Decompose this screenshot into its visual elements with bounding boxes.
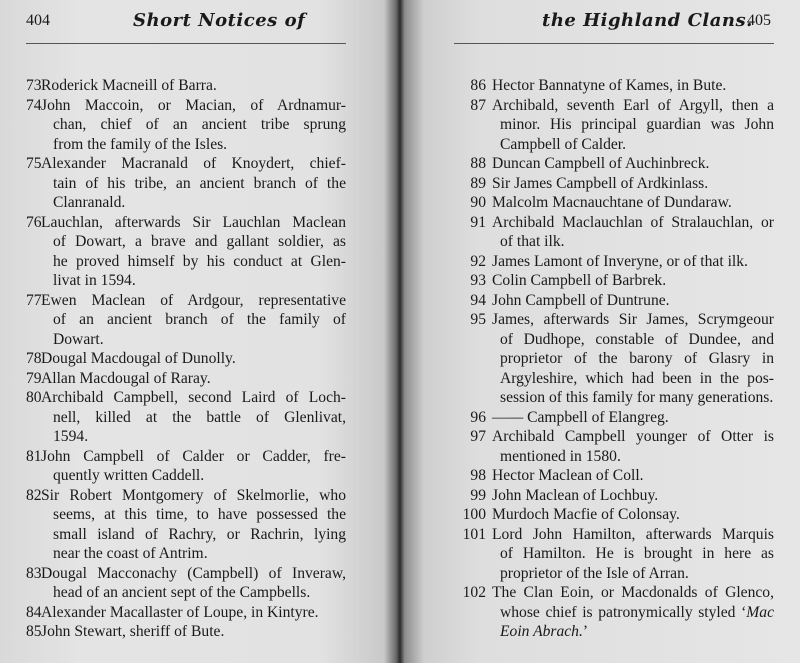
entry-number: 101 (462, 525, 486, 543)
page-number: 405 (747, 12, 771, 29)
entry-text-line: of Dudhope, constable of Dundee, and (500, 330, 774, 348)
entry-text-line: John Maccoin, or Macian, of Ardnamur- (41, 96, 346, 114)
entry-text-line: John Maclean of Lochbuy. (492, 486, 659, 504)
entry-number: 97 (470, 428, 486, 445)
entry-number: 83 (26, 564, 42, 582)
entry-number: 90 (470, 194, 486, 211)
list-item (460, 291, 774, 311)
entry-number: 84 (26, 603, 42, 621)
entry-text-line: Alexander Macranald of Knoydert, chief- (41, 155, 346, 172)
entry-text-line: James Lamont of Inveryne, or of that ilk. (492, 252, 748, 270)
entry-number: 80 (26, 389, 42, 406)
entry-number: 94 (470, 291, 486, 309)
entry-number: 79 (26, 369, 42, 387)
entry-text-line: Archibald Campbell, second Laird of Loch- (41, 389, 346, 406)
entry-text-line: Archibald Campbell younger of Otter is (492, 428, 774, 445)
list-item (460, 427, 774, 466)
entry-text-line: Dougal Macconachy (Campbell) of Inveraw, (41, 564, 346, 582)
entry-number: 91 (470, 213, 486, 231)
entry-number: 89 (470, 174, 486, 192)
entry-text-line: near the coast of Antrim. (53, 545, 208, 562)
list-item (26, 76, 346, 96)
list-item (26, 291, 346, 350)
list-item (460, 193, 774, 213)
entry-text-line: Duncan Campbell of Auchinbreck. (492, 155, 710, 172)
entry-text-line: Ewen Maclean of Ardgour, representative (41, 291, 346, 309)
entry-text-line: Dowart. (53, 330, 104, 348)
entry-text-line: James, afterwards Sir James, Scrymgeour (492, 311, 774, 328)
entry-text-line: of that ilk. (500, 233, 565, 250)
entry-text-line: of Dowart, a brave and gallant soldier, as (53, 233, 346, 250)
entry-number: 87 (470, 96, 486, 114)
list-item (26, 369, 346, 389)
entry-text-line: tain of his tribe, an ancient branch of the (53, 174, 346, 192)
entry-text-line: of Hamilton. He is brought in here as (500, 545, 774, 562)
entry-text-line: from the family of the Isles. (53, 135, 228, 153)
list-item (460, 271, 774, 291)
entry-text-line: nell, killed at the battle of Glenlivat, (53, 408, 346, 426)
entry-text-line: Campbell of Calder. (500, 135, 627, 153)
entry-number: 102 (462, 584, 486, 601)
list-item (26, 154, 346, 213)
entry-text-line: small island of Rachry, or Rachrin, lying (53, 525, 346, 543)
entry-text-line: Sir James Campbell of Ardkinlass. (492, 174, 709, 192)
entry-text-line: Hector Maclean of Coll. (492, 467, 644, 484)
list-item (460, 76, 774, 96)
entry-number: 100 (462, 506, 486, 523)
list-item (26, 486, 346, 564)
list-item (460, 505, 774, 525)
entry-number: 99 (470, 486, 486, 504)
entry-text-line: whose chief is patronymically styled ‘Mac (500, 603, 774, 621)
entry-number: 85 (26, 623, 42, 640)
list-item (26, 603, 346, 623)
entry-text-line: Lord John Hamilton, afterwards Marquis (492, 525, 774, 543)
page-number: 404 (26, 12, 50, 29)
entry-number: 78 (26, 350, 42, 367)
entry-number: 74 (26, 96, 42, 114)
entry-text-line: Roderick Macneill of Barra. (41, 77, 217, 94)
right-page (402, 0, 800, 663)
entry-text-line: Hector Bannatyne of Kames, in Bute. (492, 77, 727, 94)
list-item (460, 525, 774, 584)
entry-text-line: Clanranald. (53, 194, 126, 211)
list-item (460, 583, 774, 642)
entry-text-line: proprietor of the barony of Glasry in (500, 350, 774, 367)
running-head: the Highland Clans. (542, 10, 753, 31)
entry-text-line: mentioned in 1580. (500, 447, 621, 465)
list-item (460, 174, 774, 194)
list-item (460, 154, 774, 174)
entry-text-line: Archibald Maclauchlan of Stralauchlan, or (492, 213, 774, 231)
entry-text-line: head of an ancient sept of the Campbells. (53, 584, 311, 601)
entry-text-line: The Clan Eoin, or Macdonalds of Glenco, (492, 584, 774, 601)
entry-number: 92 (470, 252, 486, 270)
entry-number: 98 (470, 467, 486, 484)
entry-text-line: Archibald, seventh Earl of Argyll, then a (492, 96, 774, 114)
entry-text-line: quently written Caddell. (53, 467, 205, 484)
entry-text-line: Malcolm Macnauchtane of Dundaraw. (492, 194, 732, 211)
entry-text-line: session of this family for many generations. (500, 389, 774, 406)
list-item (460, 213, 774, 252)
entry-text-line: John Stewart, sheriff of Bute. (41, 623, 225, 640)
list-item (26, 447, 346, 486)
entry-text-line: Argyleshire, which had been in the pos- (500, 369, 774, 387)
entry-text-line: Dougal Macdougal of Dunolly. (41, 350, 236, 367)
list-item (26, 388, 346, 447)
entry-text-line: —— Campbell of Elangreg. (492, 408, 669, 426)
list-item (460, 408, 774, 428)
entry-text-line: Sir Robert Montgomery of Skelmorlie, who (41, 486, 346, 504)
entry-number: 73 (26, 77, 42, 94)
entry-number: 81 (26, 447, 42, 465)
entry-text-line: chan, chief of an ancient tribe sprung (53, 116, 346, 133)
entry-text-line: proprietor of the Isle of Arran. (500, 564, 689, 582)
list-item (460, 252, 774, 272)
entry-text-line: he proved himself by his conduct at Glen- (53, 252, 346, 270)
header-rule (454, 43, 774, 44)
entry-text-line: 1594. (53, 428, 89, 445)
entry-text-line: Murdoch Macfie of Colonsay. (492, 506, 680, 523)
entry-text-line: Alexander Macallaster of Loupe, in Kintyre. (41, 603, 319, 621)
entry-number: 77 (26, 291, 42, 309)
list-item (460, 466, 774, 486)
entry-number: 82 (26, 486, 42, 504)
list-item (26, 564, 346, 603)
entry-text-line: Allan Macdougal of Raray. (41, 369, 211, 387)
entry-number: 75 (26, 155, 42, 172)
entry-text-line: seems, at this time, to have possessed the (53, 506, 346, 523)
entry-text-line: Lauchlan, afterwards Sir Lauchlan Maclean (41, 213, 346, 231)
entry-text-line: of an ancient branch of the family of (53, 311, 346, 328)
entry-number: 93 (470, 272, 486, 289)
list-item (26, 213, 346, 291)
entry-text-line: John Campbell of Duntrune. (492, 291, 670, 309)
entry-text-line: livat in 1594. (53, 272, 136, 289)
entry-number: 95 (470, 311, 486, 328)
entry-text-line: Colin Campbell of Barbrek. (492, 272, 667, 289)
entry-number: 86 (470, 77, 486, 94)
entry-text-line: John Campbell of Calder or Cadder, fre- (41, 447, 346, 465)
list-item (460, 486, 774, 506)
list-item (460, 96, 774, 155)
list-item (26, 622, 346, 642)
list-item (26, 96, 346, 155)
entry-number: 96 (470, 408, 486, 426)
entry-number: 88 (470, 155, 486, 172)
list-item (26, 349, 346, 369)
entry-list (460, 76, 774, 642)
list-item (460, 310, 774, 408)
entry-number: 76 (26, 213, 42, 231)
entry-list (26, 76, 346, 642)
entry-text-line: minor. His principal guardian was John (500, 116, 774, 133)
running-head: Short Notices of (133, 10, 306, 31)
header-rule (26, 43, 346, 44)
entry-text-line: Eoin Abrach.’ (500, 623, 589, 640)
